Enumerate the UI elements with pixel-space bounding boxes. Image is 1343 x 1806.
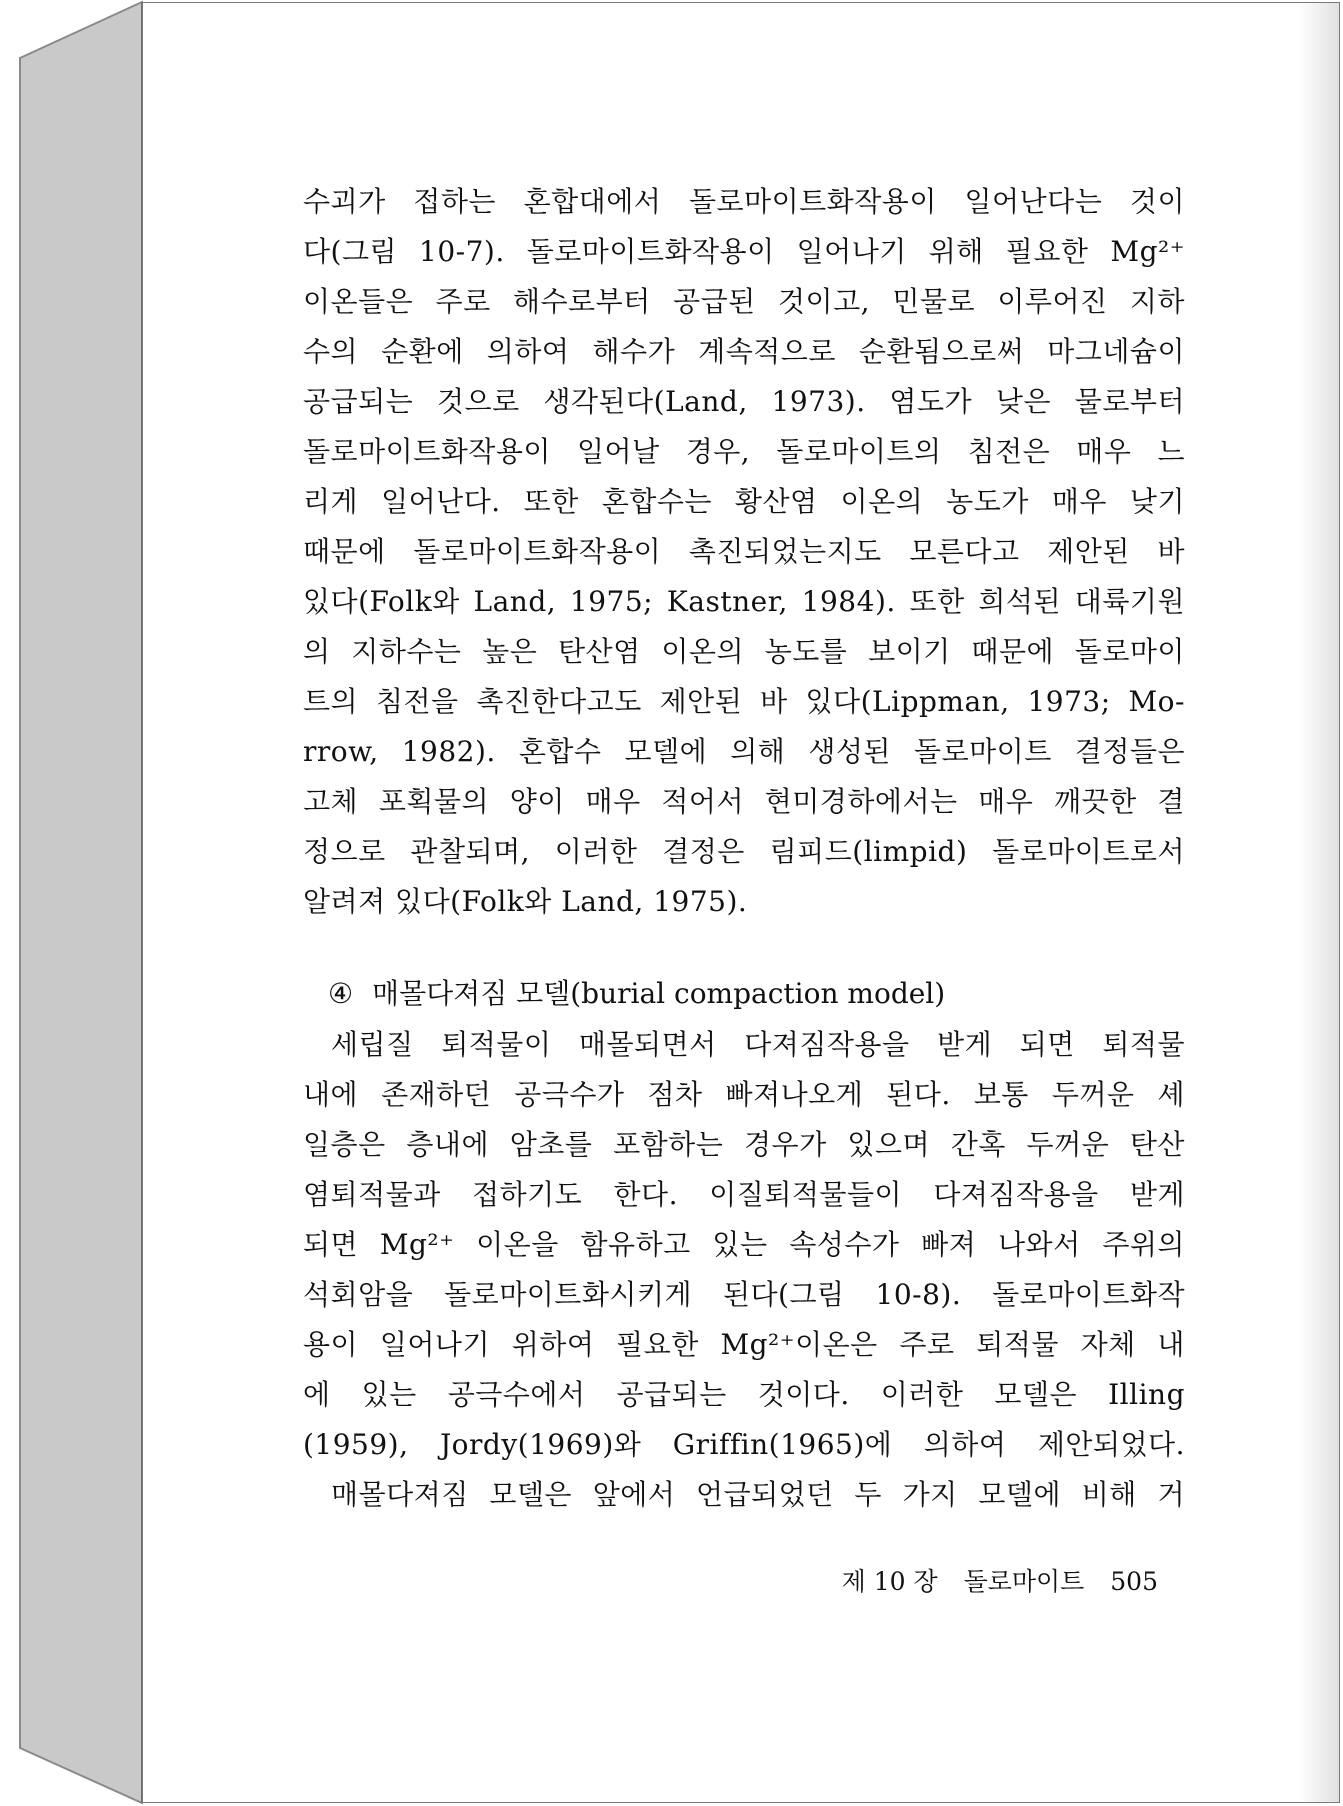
footer-chapter: 제 10 장	[841, 1567, 938, 1596]
page-edge-shadow	[1299, 3, 1339, 1802]
text-line: 때문에 돌로마이트화작용이 촉진되었는지도 모른다고 제안된 바	[303, 535, 1185, 568]
text-line: 용이 일어나기 위하여 필요한 Mg²⁺이온은 주로 퇴적물 자체 내	[303, 1328, 1185, 1361]
page-footer	[842, 1562, 1158, 1598]
text-line: 석회암을 돌로마이트화시키게 된다(그림 10-8). 돌로마이트화작	[303, 1278, 1185, 1311]
text-line: 다(그림 10-7). 돌로마이트화작용이 일어나기 위해 필요한 Mg²⁺	[303, 235, 1185, 268]
page-number: 505	[1110, 1567, 1158, 1596]
section-heading	[328, 969, 945, 1019]
text-line: 일층은 층내에 암초를 포함하는 경우가 있으며 간혹 두꺼운 탄산	[303, 1128, 1185, 1161]
footer-chapter-title: 돌로마이트	[963, 1567, 1085, 1596]
text-line: 돌로마이트화작용이 일어날 경우, 돌로마이트의 침전은 매우 느	[303, 435, 1185, 468]
text-line: 매몰다져짐 모델은 앞에서 언급되었던 두 가지 모델에 비해 거	[331, 1478, 1185, 1511]
text-line: 염퇴적물과 접하기도 한다. 이질퇴적물들이 다져짐작용을 받게	[303, 1178, 1185, 1211]
section-heading-text: 매몰다져짐 모델(burial compaction model)	[372, 977, 946, 1010]
text-line: 고체 포획물의 양이 매우 적어서 현미경하에서는 매우 깨끗한 결	[303, 785, 1185, 818]
text-line: 세립질 퇴적물이 매몰되면서 다져짐작용을 받게 되면 퇴적물	[331, 1028, 1185, 1061]
text-line: 이온들은 주로 해수로부터 공급된 것이고, 민물로 이루어진 지하	[303, 285, 1185, 318]
text-line: 공급되는 것으로 생각된다(Land, 1973). 염도가 낮은 물로부터	[303, 385, 1185, 418]
book-spine-edge	[0, 0, 150, 1806]
text-line: 수의 순환에 의하여 해수가 계속적으로 순환됨으로써 마그네슘이	[303, 335, 1185, 368]
text-line: 되면 Mg²⁺ 이온을 함유하고 있는 속성수가 빠져 나와서 주위의	[303, 1228, 1185, 1261]
text-line: rrow, 1982). 혼합수 모델에 의해 생성된 돌로마이트 결정들은	[303, 735, 1185, 768]
text-line: 정으로 관찰되며, 이러한 결정은 림피드(limpid) 돌로마이트로서	[303, 835, 1185, 868]
text-line: 있다(Folk와 Land, 1975; Kastner, 1984). 또한 희석된 대륙기원	[303, 585, 1185, 618]
text-line: 의 지하수는 높은 탄산염 이온의 농도를 보이기 때문에 돌로마이	[303, 635, 1185, 668]
text-line: 리게 일어난다. 또한 혼합수는 황산염 이온의 농도가 매우 낮기	[303, 485, 1185, 518]
text-line: 수괴가 접하는 혼합대에서 돌로마이트화작용이 일어난다는 것이	[303, 185, 1185, 218]
body-paragraph-1	[303, 177, 1185, 927]
section-heading-number: ④	[328, 977, 354, 1010]
text-line: (1959), Jordy(1969)와 Griffin(1965)에 의하여 제안되었다.	[303, 1428, 1185, 1461]
body-paragraph-2	[303, 1020, 1185, 1520]
text-line: 내에 존재하던 공극수가 점차 빠져나오게 된다. 보통 두꺼운 셰	[303, 1078, 1185, 1111]
text-line: 알려져 있다(Folk와 Land, 1975).	[303, 885, 748, 918]
text-line: 에 있는 공극수에서 공급되는 것이다. 이러한 모델은 Illing	[303, 1378, 1185, 1411]
text-line: 트의 침전을 촉진한다고도 제안된 바 있다(Lippman, 1973; Mo-	[303, 685, 1185, 718]
